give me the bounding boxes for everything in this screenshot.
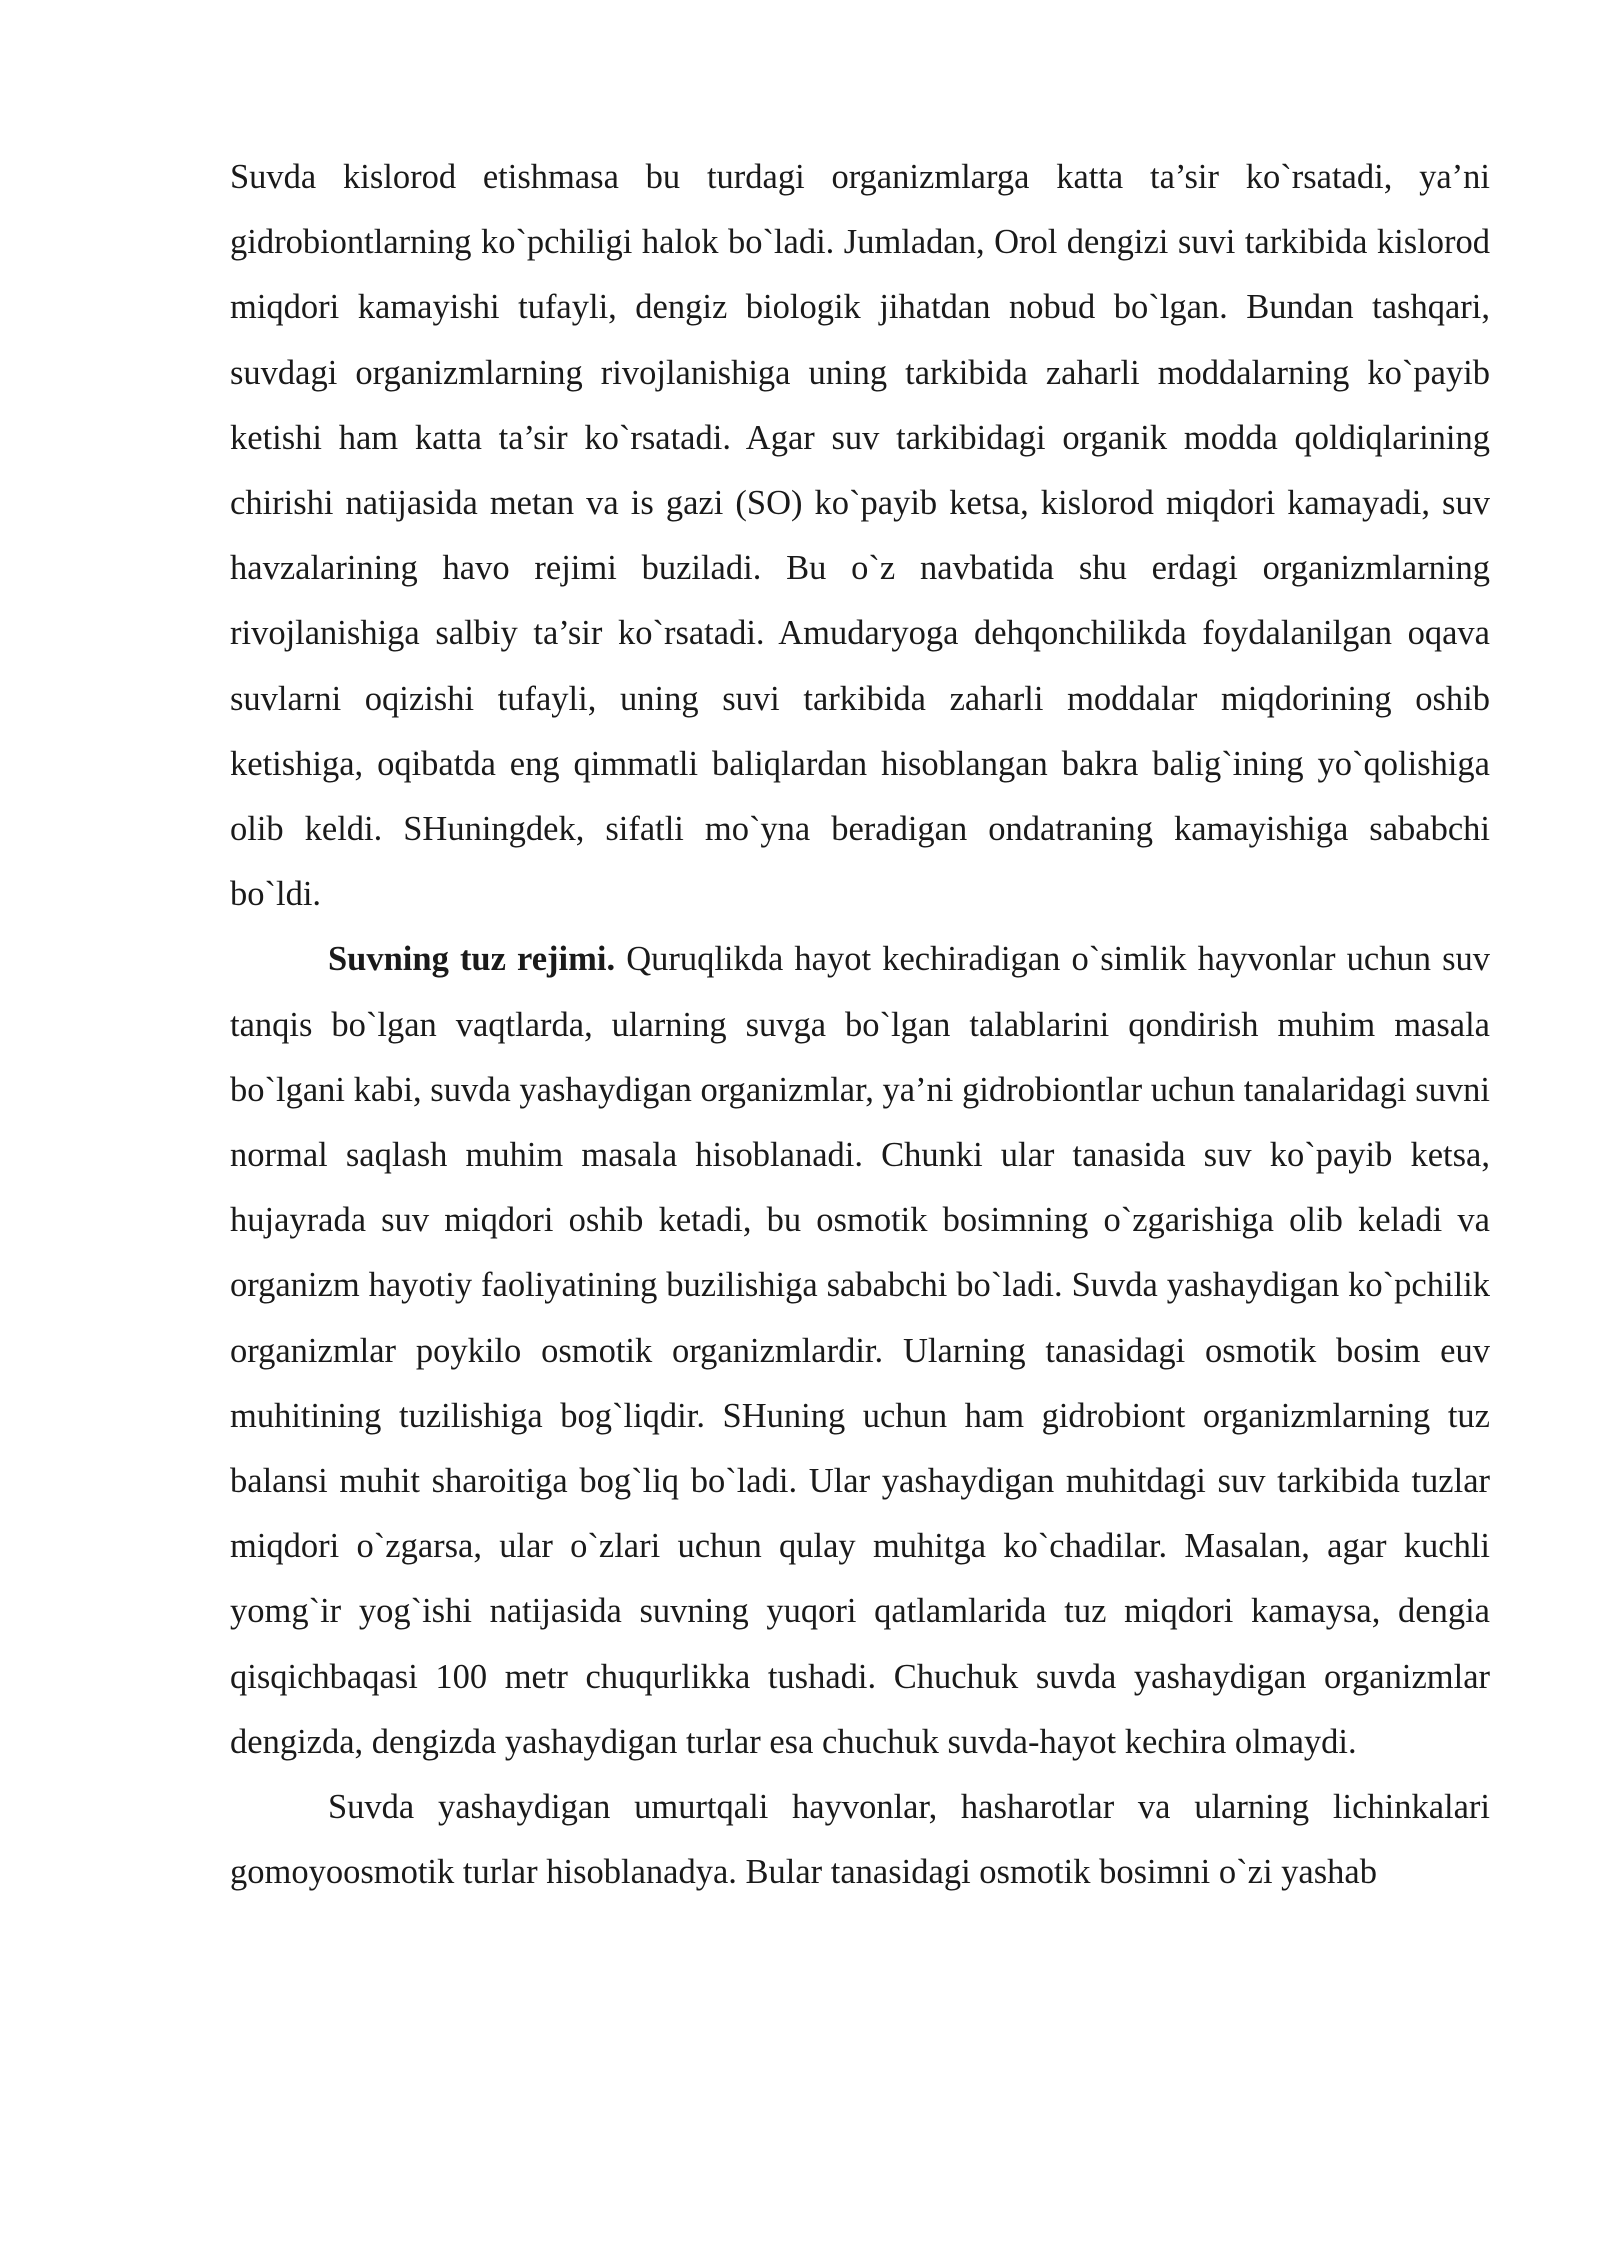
paragraph-salt-regime [230, 927, 1490, 1775]
paragraph-text: Suvda yashaydigan umurtqali hayvonlar, hasharotlar va ularning lichinkalari gomoyoosmotik turlar hisoblanadya. Bular tanasidagi osmotik bosimni o`zi yashab [230, 1788, 1490, 1892]
body-text [230, 145, 1490, 1905]
section-heading: Suvning tuz rejimi. [328, 940, 616, 979]
paragraph-vertebrates [230, 1775, 1490, 1905]
paragraph-oxygen-effects [230, 145, 1490, 927]
paragraph-text: Suvda kislorod etishmasa bu turdagi organizmlarga katta ta’sir ko`rsatadi, ya’ni gidrobiontlarning ko`pchiligi halok bo`ladi. Jumladan, Orol dengizi suvi tarkibida kislorod miqdori kamayishi tufayli, dengiz biologik jihatdan nobud bo`lgan. Bundan tashqari, suvdagi organizmlarning rivojlanishiga uning tarkibida zaharli moddalarning ko`payib ketishi ham katta ta’sir ko`rsatadi. Agar suv tarkibidagi organik modda qoldiqlarining chirishi natijasida metan va is gazi (SO) ko`payib ketsa, kislorod miqdori kamayadi, suv havzalarining havo rejimi buziladi. Bu o`z navbatida shu erdagi organizmlarning rivojlanishiga salbiy ta’sir ko`rsatadi. Amudaryoga dehqonchilikda foydalanilgan oqava suvlarni oqizishi tufayli, uning suvi tarkibida zaharli moddalar miqdorining oshib ketishiga, oqibatda eng qimmatli baliqlardan hisoblangan bakra balig`ining yo`qolishiga olib keldi. SHuningdek, sifatli mo`yna beradigan ondatraning kamayishiga sababchi bo`ldi. [230, 158, 1490, 914]
paragraph-text: Quruqlikda hayot kechiradigan o`simlik hayvonlar uchun suv tanqis bo`lgan vaqtlarda, ularning suvga bo`lgan talablarini qondirish muhim masala bo`lgani kabi, suvda yashaydigan organizmlar, ya’ni gidrobiontlar uchun tanalaridagi suvni normal saqlash muhim masala hisoblanadi. Chunki ular tanasida suv ko`payib ketsa, hujayrada suv miqdori oshib ketadi, bu osmotik bosimning o`zgarishiga olib keladi va organizm hayotiy faoliyatining buzilishiga sababchi bo`ladi. Suvda yashaydigan ko`pchilik organizmlar poykilo osmotik organizmlardir. Ularning tanasidagi osmotik bosim euv muhitining tuzilishiga bog`liqdir. SHuning uchun ham gidrobiont organizmlarning tuz balansi muhit sharoitiga bog`liq bo`ladi. Ular yashaydigan muhitdagi suv tarkibida tuzlar miqdori o`zgarsa, ular o`zlari uchun qulay muhitga ko`chadilar. Masalan, agar kuchli yomg`ir yog`ishi natijasida suvning yuqori qatlamlarida tuz miqdori kamaysa, dengia qisqichbaqasi 100 metr chuqurlikka tushadi. Chuchuk suvda yashaydigan organizmlar dengizda, dengizda yashaydigan turlar esa chuchuk suvda-hayot kechira olmaydi. [230, 940, 1490, 1761]
